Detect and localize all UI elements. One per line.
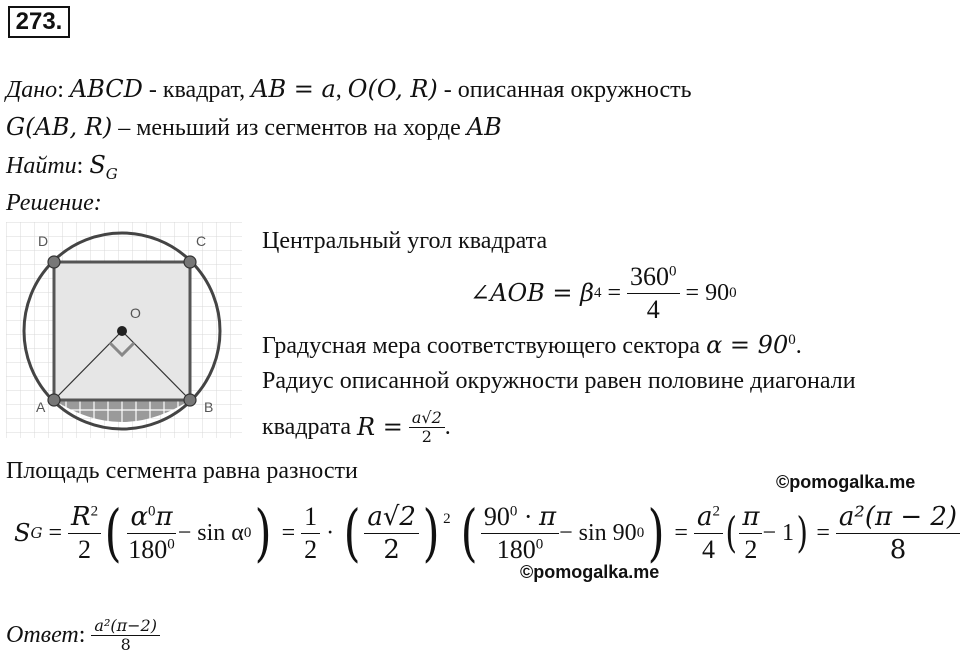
pi-num: π	[739, 501, 762, 534]
given-ab: AB = a	[251, 75, 336, 103]
angle-formula-left: ∠AOB = β	[470, 279, 594, 307]
frac-90: 90	[483, 501, 510, 531]
central-angle-text: Центральный угол квадрата	[262, 228, 548, 254]
formula-s: S	[14, 519, 31, 547]
frac-90pi-180: $\frac{90^0 \cdot \pi}{180^0}$	[481, 501, 559, 566]
radius-r: R =	[357, 413, 403, 441]
degree-alpha: α = 90	[706, 331, 789, 359]
given-square: ABCD	[69, 75, 143, 103]
a-sqrt2-num: a√2	[364, 501, 419, 534]
point-a	[48, 394, 60, 406]
final-den: 8	[889, 534, 907, 565]
final-num: a²(π − 2)	[836, 501, 960, 534]
a-sqrt2-den: 2	[383, 534, 400, 565]
radius-line-2-text: квадрата	[262, 414, 352, 440]
given-label: Дано	[6, 77, 58, 103]
watermark-1: ©pomogalka.me	[776, 472, 916, 492]
solution-label-text: Решение	[6, 190, 94, 216]
frac-half	[301, 501, 320, 566]
find-label: Найти	[6, 153, 77, 179]
given-segment-word: – меньший из сегментов на хорде	[112, 115, 467, 141]
label-a: A	[36, 399, 46, 415]
given-line-1: Дано: ABCD - квадрат, AB = a, O(O, R) - описанная окружность	[6, 75, 692, 103]
angle-fraction: $\frac{360^0}{4}$	[627, 261, 680, 326]
minus-sin-alpha: − sin α	[177, 520, 244, 546]
angle-result: 90	[705, 280, 730, 306]
degree-line-text: Градусная мера соответствующего сектора	[262, 333, 707, 359]
point-b	[184, 394, 196, 406]
half-den: 2	[304, 534, 318, 564]
a2-a: a	[696, 501, 713, 532]
point-d	[48, 256, 60, 268]
angle-den: 4	[646, 294, 660, 324]
given-chord: AB	[466, 113, 502, 141]
answer-fraction	[91, 617, 160, 654]
segment-area-formula: S G = $\frac{R^2}{2}$ ( $\frac{\alpha^0\pi}{180^0}$ − sin α 0 ) = $\frac{1}{2}$ · ( $\frac{a√2}{2}$ ) $^2$ ( $\frac{90^0 \cdot \pi}{180^0}$ − sin 90 0 ) = $\frac{a^2}{4}$ ( $\frac{\pi}{2}$ − 1 ) = $\frac{\text{a²(π − 2)}}{8}$	[14, 494, 960, 572]
find-value: S	[89, 151, 106, 179]
frac-a2-4: $\frac{a^2}{4}$	[694, 501, 723, 566]
degree-line: Градусная мера соответствующего сектора $\alpha = 90^0$.	[262, 331, 802, 359]
frac-final	[836, 501, 960, 566]
given-circle-word: - описанная окружность	[437, 77, 692, 103]
given-circle: O(O, R)	[347, 75, 438, 103]
minus-one: − 1	[762, 520, 794, 546]
radius-den: 2	[421, 426, 432, 446]
watermark-2: ©pomogalka.me	[520, 562, 660, 582]
answer-den: 8	[120, 634, 131, 654]
label-o: O	[130, 305, 141, 321]
a2-den: 4	[701, 534, 715, 564]
radius-line-1: Радиус описанной окружности равен половине диагонали	[262, 368, 856, 394]
solution-label: Решение:	[6, 190, 102, 216]
frac-alpha: α	[130, 501, 148, 532]
area-line: Площадь сегмента равна разности	[6, 458, 358, 484]
frac-r2-den: 2	[78, 534, 92, 564]
angle-formula: ∠AOB = β 4 = $\frac{360^0}{4}$ = 90 0	[470, 261, 737, 324]
point-o	[117, 326, 127, 336]
problem-number: 273.	[8, 6, 70, 38]
frac-pi-2: $\frac{\pi}{2}$	[739, 501, 762, 566]
label-b: B	[204, 399, 214, 415]
given-square-word: - квадрат,	[142, 77, 252, 103]
radius-num: a√2	[409, 409, 445, 428]
frac-a0pi-180: $\frac{\alpha^0\pi}{180^0}$	[128, 501, 175, 564]
answer-line: Ответ : $\frac{\text{a²(π−2)}}{8}$	[6, 610, 160, 660]
frac-r2-r: R	[70, 501, 91, 532]
label-d: D	[38, 233, 49, 249]
answer-label: Ответ	[6, 622, 79, 648]
angle-num: 360	[630, 261, 670, 291]
given-line-2	[6, 112, 502, 143]
frac-r2-2: $\frac{R^2}{2}$	[68, 501, 101, 566]
find-line: Найти: $S_G$	[6, 151, 118, 183]
geometry-diagram	[6, 222, 242, 438]
frac-a-sqrt2	[364, 501, 419, 566]
answer-num: a²(π−2)	[91, 617, 160, 636]
given-segment: G(AB, R)	[6, 113, 113, 141]
minus-sin-90: − sin 90	[559, 520, 637, 546]
radius-fraction	[409, 409, 445, 446]
radius-line-2: квадрата R = $\frac{a√2}{2}$ .	[262, 407, 451, 446]
point-c	[184, 256, 196, 268]
label-c: C	[196, 233, 207, 249]
half-num: 1	[301, 501, 320, 534]
frac-180: 180	[128, 534, 168, 564]
